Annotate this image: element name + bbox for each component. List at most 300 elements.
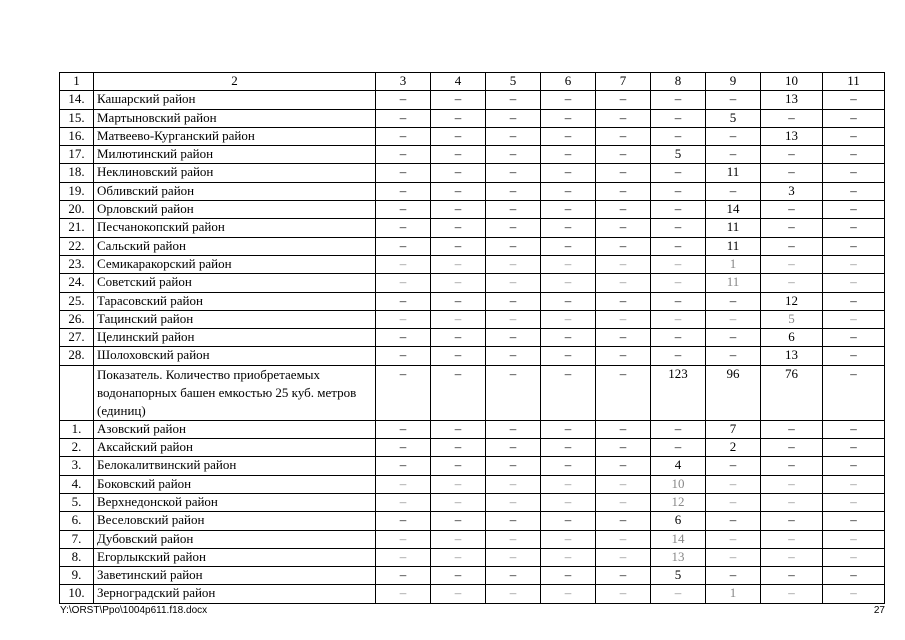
value-cell: – xyxy=(376,219,431,237)
row-number: 3. xyxy=(60,457,94,475)
value-cell: – xyxy=(596,530,651,548)
value-cell: – xyxy=(596,237,651,255)
row-number: 21. xyxy=(60,219,94,237)
district-name: Обливский район xyxy=(94,182,376,200)
value-cell: 10 xyxy=(651,475,706,493)
row-number: 4. xyxy=(60,475,94,493)
value-cell: – xyxy=(823,512,885,530)
value-cell: 5 xyxy=(651,146,706,164)
value-cell: – xyxy=(541,146,596,164)
value-cell: – xyxy=(486,567,541,585)
value-cell: – xyxy=(431,567,486,585)
value-cell: – xyxy=(376,457,431,475)
value-cell: – xyxy=(596,146,651,164)
value-cell: – xyxy=(486,274,541,292)
value-cell: 5 xyxy=(651,567,706,585)
value-cell: – xyxy=(651,292,706,310)
district-name: Сальский район xyxy=(94,237,376,255)
value-cell: – xyxy=(651,182,706,200)
value-cell: – xyxy=(486,201,541,219)
district-name: Тарасовский район xyxy=(94,292,376,310)
value-cell: – xyxy=(431,548,486,566)
value-cell: – xyxy=(431,365,486,420)
district-name: Заветинский район xyxy=(94,567,376,585)
district-name: Егорлыкский район xyxy=(94,548,376,566)
value-cell: – xyxy=(376,274,431,292)
value-cell: – xyxy=(431,201,486,219)
value-cell: – xyxy=(823,182,885,200)
table-row xyxy=(60,201,885,219)
value-cell: – xyxy=(651,420,706,438)
column-header: 4 xyxy=(431,73,486,91)
value-cell: – xyxy=(431,164,486,182)
value-cell: – xyxy=(486,475,541,493)
footer-page-number: 27 xyxy=(873,605,885,616)
value-cell: – xyxy=(823,310,885,328)
district-name: Милютинский район xyxy=(94,146,376,164)
value-cell: – xyxy=(431,127,486,145)
value-cell: – xyxy=(541,310,596,328)
footer-file-path: Y:\ORST\Ppo\1004p611.f18.docx xyxy=(60,605,208,616)
value-cell: – xyxy=(431,255,486,273)
row-number: 17. xyxy=(60,146,94,164)
column-header: 11 xyxy=(823,73,885,91)
value-cell: – xyxy=(431,475,486,493)
value-cell: – xyxy=(823,91,885,109)
row-number: 23. xyxy=(60,255,94,273)
value-cell: – xyxy=(541,567,596,585)
value-cell: – xyxy=(541,91,596,109)
value-cell: – xyxy=(823,329,885,347)
indicator-label: Показатель. Количество приобретаемых водонапорных башен емкостью 25 куб. метров (единиц) xyxy=(94,365,376,420)
value-cell: – xyxy=(376,493,431,511)
value-cell: – xyxy=(596,201,651,219)
value-cell: – xyxy=(376,420,431,438)
value-cell: – xyxy=(376,310,431,328)
value-cell: – xyxy=(596,109,651,127)
table-row xyxy=(60,548,885,566)
value-cell: – xyxy=(823,457,885,475)
value-cell: – xyxy=(376,329,431,347)
district-name: Мартыновский район xyxy=(94,109,376,127)
district-name: Советский район xyxy=(94,274,376,292)
value-cell: – xyxy=(431,530,486,548)
value-cell: 11 xyxy=(706,237,761,255)
column-header: 7 xyxy=(596,73,651,91)
value-cell: – xyxy=(761,201,823,219)
value-cell: – xyxy=(706,548,761,566)
value-cell: – xyxy=(541,274,596,292)
value-cell: – xyxy=(541,329,596,347)
value-cell: – xyxy=(823,146,885,164)
value-cell: – xyxy=(823,439,885,457)
column-header: 6 xyxy=(541,73,596,91)
value-cell: – xyxy=(761,146,823,164)
value-cell: – xyxy=(486,530,541,548)
value-cell: – xyxy=(431,219,486,237)
value-cell: – xyxy=(823,530,885,548)
value-cell: – xyxy=(596,548,651,566)
district-name: Орловский район xyxy=(94,201,376,219)
value-cell: – xyxy=(823,292,885,310)
value-cell: – xyxy=(761,493,823,511)
district-name: Зерноградский район xyxy=(94,585,376,603)
district-name: Верхнедонской район xyxy=(94,493,376,511)
value-cell: 13 xyxy=(761,347,823,365)
value-cell: – xyxy=(486,585,541,603)
value-cell: – xyxy=(596,310,651,328)
value-cell: – xyxy=(596,457,651,475)
value-cell: – xyxy=(651,310,706,328)
value-cell: – xyxy=(596,182,651,200)
district-name: Боковский район xyxy=(94,475,376,493)
value-cell: – xyxy=(761,512,823,530)
value-cell: – xyxy=(541,109,596,127)
value-cell: – xyxy=(651,127,706,145)
value-cell: – xyxy=(761,109,823,127)
value-cell: – xyxy=(706,292,761,310)
value-cell: – xyxy=(376,164,431,182)
row-number: 8. xyxy=(60,548,94,566)
value-cell: – xyxy=(376,347,431,365)
value-cell: – xyxy=(541,548,596,566)
table-row xyxy=(60,457,885,475)
value-cell: 2 xyxy=(706,439,761,457)
value-cell: – xyxy=(431,329,486,347)
district-name: Шолоховский район xyxy=(94,347,376,365)
column-header: 2 xyxy=(94,73,376,91)
district-name: Семикаракорский район xyxy=(94,255,376,273)
value-cell: 5 xyxy=(761,310,823,328)
value-cell: – xyxy=(823,255,885,273)
table-row xyxy=(60,347,885,365)
value-cell: – xyxy=(761,530,823,548)
value-cell: – xyxy=(376,567,431,585)
value-cell: 13 xyxy=(651,548,706,566)
value-cell: – xyxy=(541,530,596,548)
district-name: Веселовский район xyxy=(94,512,376,530)
column-header: 10 xyxy=(761,73,823,91)
value-cell: 11 xyxy=(706,274,761,292)
value-cell: – xyxy=(376,201,431,219)
value-cell: – xyxy=(486,91,541,109)
row-number: 26. xyxy=(60,310,94,328)
table-row xyxy=(60,439,885,457)
value-cell: – xyxy=(376,292,431,310)
table-row xyxy=(60,91,885,109)
value-cell: – xyxy=(596,512,651,530)
value-cell: – xyxy=(761,219,823,237)
value-cell: – xyxy=(596,493,651,511)
row-number: 2. xyxy=(60,439,94,457)
value-cell: – xyxy=(823,219,885,237)
value-cell: 5 xyxy=(706,109,761,127)
table-row xyxy=(60,219,885,237)
table-row xyxy=(60,475,885,493)
value-cell: – xyxy=(431,585,486,603)
value-cell: – xyxy=(376,91,431,109)
value-cell: – xyxy=(596,164,651,182)
value-cell: – xyxy=(823,274,885,292)
table-row xyxy=(60,329,885,347)
value-cell: – xyxy=(651,585,706,603)
value-cell: – xyxy=(706,182,761,200)
row-number: 6. xyxy=(60,512,94,530)
table-row xyxy=(60,585,885,603)
value-cell: – xyxy=(541,420,596,438)
row-number: 5. xyxy=(60,493,94,511)
table-row xyxy=(60,237,885,255)
value-cell: 3 xyxy=(761,182,823,200)
value-cell: – xyxy=(651,255,706,273)
value-cell: – xyxy=(376,109,431,127)
column-header: 3 xyxy=(376,73,431,91)
district-name: Белокалитвинский район xyxy=(94,457,376,475)
value-cell: – xyxy=(486,347,541,365)
value-cell: – xyxy=(706,146,761,164)
value-cell: – xyxy=(761,475,823,493)
value-cell: – xyxy=(541,219,596,237)
value-cell: – xyxy=(541,439,596,457)
value-cell: – xyxy=(761,585,823,603)
value-cell: – xyxy=(541,255,596,273)
table-row xyxy=(60,255,885,273)
value-cell: – xyxy=(761,164,823,182)
value-cell: – xyxy=(376,530,431,548)
value-cell: – xyxy=(376,585,431,603)
district-name: Неклиновский район xyxy=(94,164,376,182)
value-cell: – xyxy=(431,420,486,438)
value-cell: – xyxy=(761,548,823,566)
value-cell: 76 xyxy=(761,365,823,420)
row-number: 18. xyxy=(60,164,94,182)
value-cell: – xyxy=(376,475,431,493)
value-cell: 6 xyxy=(651,512,706,530)
value-cell: – xyxy=(596,420,651,438)
value-cell: – xyxy=(823,567,885,585)
row-number: 19. xyxy=(60,182,94,200)
value-cell: – xyxy=(376,365,431,420)
value-cell: – xyxy=(486,219,541,237)
value-cell: – xyxy=(823,475,885,493)
value-cell: – xyxy=(596,585,651,603)
value-cell: – xyxy=(823,127,885,145)
data-table xyxy=(59,72,885,604)
value-cell: – xyxy=(706,475,761,493)
value-cell: – xyxy=(706,493,761,511)
value-cell: – xyxy=(431,274,486,292)
value-cell: 123 xyxy=(651,365,706,420)
row-number: 14. xyxy=(60,91,94,109)
value-cell: – xyxy=(706,512,761,530)
value-cell: – xyxy=(486,420,541,438)
value-cell: – xyxy=(486,548,541,566)
value-cell: – xyxy=(651,109,706,127)
value-cell: – xyxy=(541,292,596,310)
table-row xyxy=(60,512,885,530)
value-cell: – xyxy=(486,329,541,347)
value-cell: – xyxy=(706,127,761,145)
value-cell: – xyxy=(596,329,651,347)
row-number: 28. xyxy=(60,347,94,365)
value-cell: 12 xyxy=(651,493,706,511)
value-cell: – xyxy=(651,164,706,182)
table-row xyxy=(60,127,885,145)
value-cell: – xyxy=(376,237,431,255)
value-cell: – xyxy=(486,109,541,127)
value-cell: – xyxy=(823,493,885,511)
value-cell: 13 xyxy=(761,127,823,145)
value-cell: – xyxy=(651,274,706,292)
value-cell: – xyxy=(706,457,761,475)
value-cell: – xyxy=(823,548,885,566)
value-cell: 14 xyxy=(651,530,706,548)
value-cell: – xyxy=(651,219,706,237)
row-number: 10. xyxy=(60,585,94,603)
table-row xyxy=(60,567,885,585)
table-row xyxy=(60,420,885,438)
row-number: 9. xyxy=(60,567,94,585)
value-cell: – xyxy=(823,420,885,438)
value-cell: – xyxy=(486,164,541,182)
value-cell: – xyxy=(541,347,596,365)
row-number: 24. xyxy=(60,274,94,292)
table-row xyxy=(60,274,885,292)
value-cell: – xyxy=(596,127,651,145)
row-number: 20. xyxy=(60,201,94,219)
value-cell: – xyxy=(596,91,651,109)
value-cell: – xyxy=(541,164,596,182)
value-cell: – xyxy=(486,146,541,164)
value-cell: – xyxy=(541,182,596,200)
district-name: Кашарский район xyxy=(94,91,376,109)
value-cell: – xyxy=(596,365,651,420)
column-header: 1 xyxy=(60,73,94,91)
value-cell: 7 xyxy=(706,420,761,438)
value-cell: – xyxy=(651,201,706,219)
value-cell: – xyxy=(761,274,823,292)
row-number xyxy=(60,365,94,420)
value-cell: – xyxy=(651,237,706,255)
value-cell: – xyxy=(431,493,486,511)
value-cell: – xyxy=(596,219,651,237)
value-cell: – xyxy=(486,182,541,200)
table-row xyxy=(60,182,885,200)
column-header: 5 xyxy=(486,73,541,91)
value-cell: – xyxy=(541,365,596,420)
value-cell: – xyxy=(596,292,651,310)
value-cell: – xyxy=(651,329,706,347)
row-number: 15. xyxy=(60,109,94,127)
value-cell: – xyxy=(431,182,486,200)
value-cell: – xyxy=(486,292,541,310)
value-cell: – xyxy=(431,292,486,310)
value-cell: – xyxy=(706,530,761,548)
value-cell: – xyxy=(596,475,651,493)
value-cell: – xyxy=(823,365,885,420)
value-cell: – xyxy=(706,347,761,365)
value-cell: – xyxy=(823,201,885,219)
value-cell: – xyxy=(486,365,541,420)
value-cell: – xyxy=(761,567,823,585)
district-name: Песчанокопский район xyxy=(94,219,376,237)
value-cell: – xyxy=(761,439,823,457)
value-cell: – xyxy=(431,439,486,457)
row-number: 25. xyxy=(60,292,94,310)
value-cell: – xyxy=(486,457,541,475)
row-number: 7. xyxy=(60,530,94,548)
row-number: 1. xyxy=(60,420,94,438)
value-cell: – xyxy=(376,255,431,273)
value-cell: – xyxy=(541,127,596,145)
value-cell: 14 xyxy=(706,201,761,219)
value-cell: – xyxy=(431,512,486,530)
value-cell: – xyxy=(376,512,431,530)
value-cell: 11 xyxy=(706,164,761,182)
value-cell: – xyxy=(431,91,486,109)
table-row xyxy=(60,109,885,127)
table-row xyxy=(60,530,885,548)
table-row xyxy=(60,146,885,164)
value-cell: – xyxy=(376,548,431,566)
value-cell: – xyxy=(541,512,596,530)
value-cell: – xyxy=(761,457,823,475)
value-cell: – xyxy=(823,237,885,255)
column-header: 9 xyxy=(706,73,761,91)
district-name: Тацинский район xyxy=(94,310,376,328)
value-cell: – xyxy=(823,109,885,127)
value-cell: – xyxy=(486,512,541,530)
district-name: Аксайский район xyxy=(94,439,376,457)
value-cell: – xyxy=(486,310,541,328)
value-cell: – xyxy=(706,91,761,109)
header-row xyxy=(60,73,885,91)
value-cell: – xyxy=(596,439,651,457)
value-cell: – xyxy=(823,585,885,603)
value-cell: – xyxy=(431,146,486,164)
value-cell: 1 xyxy=(706,585,761,603)
value-cell: – xyxy=(376,146,431,164)
table-row xyxy=(60,292,885,310)
value-cell: 12 xyxy=(761,292,823,310)
value-cell: – xyxy=(486,493,541,511)
value-cell: 96 xyxy=(706,365,761,420)
value-cell: – xyxy=(596,255,651,273)
district-name: Азовский район xyxy=(94,420,376,438)
value-cell: – xyxy=(431,310,486,328)
value-cell: – xyxy=(486,237,541,255)
value-cell: – xyxy=(541,237,596,255)
value-cell: 4 xyxy=(651,457,706,475)
value-cell: – xyxy=(486,439,541,457)
table-row xyxy=(60,164,885,182)
row-number: 16. xyxy=(60,127,94,145)
value-cell: 1 xyxy=(706,255,761,273)
value-cell: 13 xyxy=(761,91,823,109)
value-cell: – xyxy=(706,329,761,347)
value-cell: – xyxy=(541,457,596,475)
value-cell: – xyxy=(431,457,486,475)
value-cell: – xyxy=(761,420,823,438)
value-cell: – xyxy=(596,347,651,365)
value-cell: – xyxy=(376,439,431,457)
value-cell: – xyxy=(431,237,486,255)
table-row xyxy=(60,493,885,511)
value-cell: – xyxy=(823,164,885,182)
row-number: 22. xyxy=(60,237,94,255)
value-cell: – xyxy=(486,255,541,273)
value-cell: – xyxy=(651,347,706,365)
